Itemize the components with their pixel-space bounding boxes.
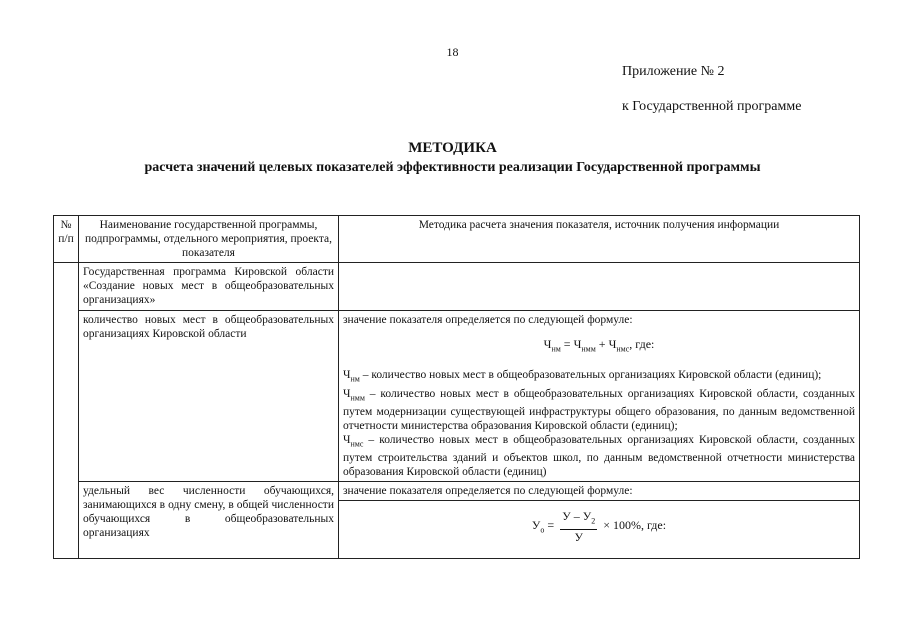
definition-symbol: Ч	[343, 369, 351, 382]
formula-minus: –	[570, 509, 583, 524]
appendix-subtitle: к Государственной программе	[622, 99, 802, 114]
formula-subscript: нмм	[581, 344, 596, 354]
indicator-method-cell	[339, 501, 860, 558]
table-row-program	[54, 263, 860, 311]
formula-equals: =	[560, 337, 574, 351]
formula-tail: , где:	[629, 337, 655, 351]
definition-subscript: нмм	[350, 392, 365, 402]
formula-subscript: нмс	[616, 344, 630, 354]
formula-symbol: Ч	[573, 337, 582, 351]
program-name-cell: Государственная программа Кировской области «Создание новых мест в общеобразовательных организациях»	[79, 263, 339, 311]
appendix-title: Приложение № 2	[622, 64, 725, 79]
header-num: № п/п	[54, 216, 79, 263]
formula-subscript: о	[540, 525, 545, 535]
formula-tail: × 100%, где:	[600, 518, 667, 533]
table-row	[54, 311, 860, 482]
formula-symbol: У	[562, 509, 571, 524]
indicator-method-intro-cell: значение показателя определяется по следующей формуле:	[339, 482, 860, 501]
definition-subscript: нмс	[350, 439, 364, 449]
num-cell	[54, 263, 79, 559]
formula-subscript: 2	[591, 516, 596, 526]
definition-symbol: Ч	[343, 387, 351, 400]
formula-equals: =	[544, 518, 558, 533]
formula-symbol: Ч	[543, 337, 552, 351]
formula-intro: значение показателя определяется по следующей формуле:	[343, 314, 633, 326]
indicator-name-cell: количество новых мест в общеобразовательных организациях Кировской области	[79, 311, 339, 482]
definition	[343, 387, 855, 433]
formula-subscript: нм	[551, 344, 561, 354]
definition-text: – количество новых мест в общеобразовательных организациях Кировской области (единиц);	[359, 369, 822, 382]
formula-symbol: У	[582, 509, 592, 524]
formula	[343, 509, 855, 543]
header-method: Методика расчета значения показателя, источник получения информации	[339, 216, 860, 263]
definition-text: – количество новых мест в общеобразовательных организациях Кировской области, созданных путем строительства зданий и объектов школ, по данным ведомственной отчетности министерства образования Кировской области (единиц)	[343, 433, 855, 479]
table-header-row	[54, 216, 860, 263]
formula-plus: +	[595, 337, 609, 351]
fraction-numerator	[560, 509, 597, 529]
definition	[343, 433, 855, 479]
formula-symbol: У	[531, 518, 541, 533]
fraction-denominator: У	[574, 529, 583, 544]
page-number: 18	[446, 45, 459, 59]
program-method-cell	[339, 263, 860, 311]
formula-fraction	[560, 509, 597, 543]
indicator-method-cell	[339, 311, 860, 482]
method-title: МЕТОДИКА	[408, 140, 497, 156]
definition	[343, 368, 855, 386]
formula-symbol: Ч	[608, 337, 617, 351]
method-subtitle: расчета значений целевых показателей эффективности реализации Государственной программы	[144, 160, 761, 175]
formula	[343, 337, 855, 356]
indicator-name-cell: удельный вес численности обучающихся, занимающихся в одну смену, в общей численности обучающихся в общеобразовательных организациях	[79, 482, 339, 558]
definition-symbol: Ч	[343, 433, 351, 446]
methodology-table	[53, 215, 860, 559]
header-name: Наименование государственной программы, подпрограммы, отдельного мероприятия, проекта, показателя	[79, 216, 339, 263]
definition-text: – количество новых мест в общеобразовательных организациях Кировской области, созданных путем модернизации существующей инфраструктуры общего образования, по данным ведомственной отчетности министерства образования Кировской области (единиц);	[343, 387, 855, 432]
definition-subscript: нм	[350, 374, 360, 384]
table-row	[54, 482, 860, 501]
